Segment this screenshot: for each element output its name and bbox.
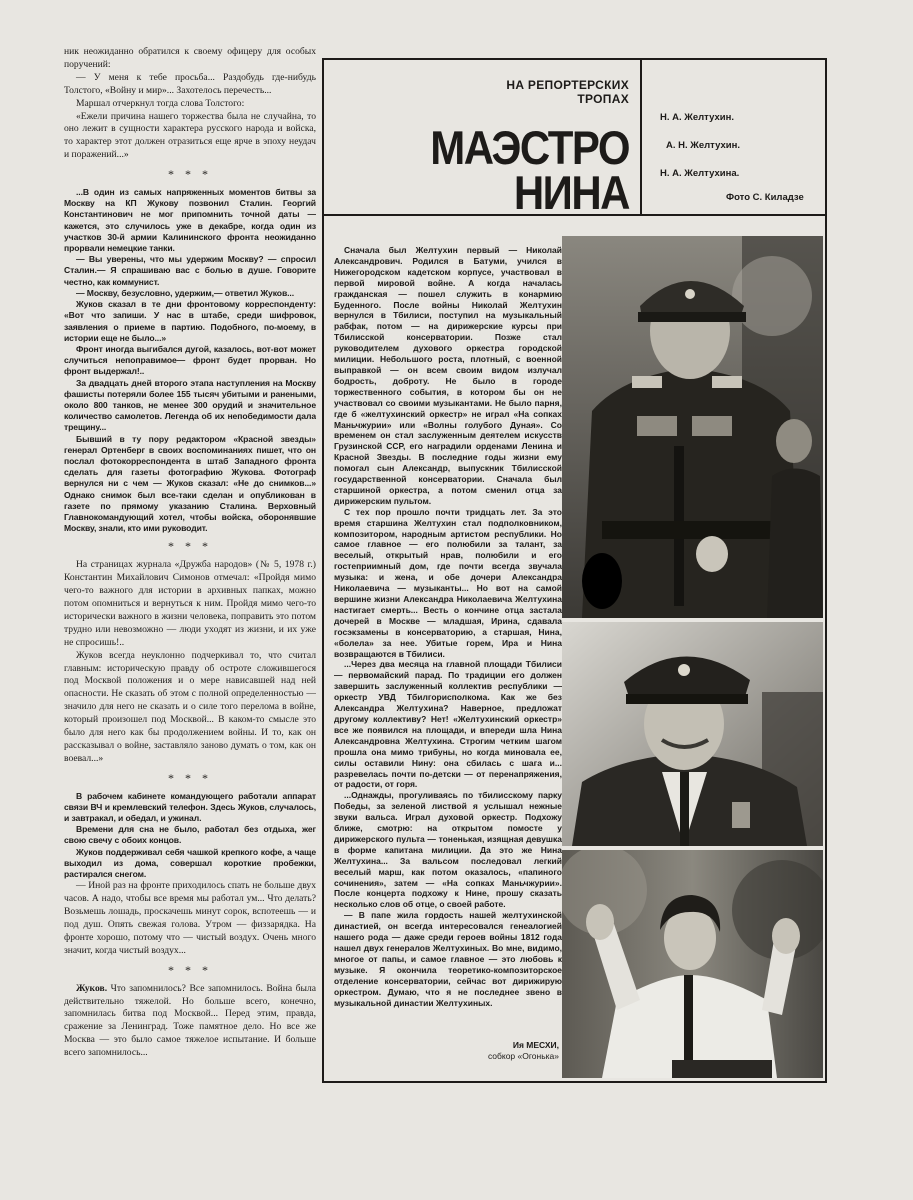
paragraph: Жуков всегда неуклонно подчеркивал то, что считал главным: историческую правду об остроте сложившегося под Москвой положения и о мере нависавшей над ней опасности. Не сказать об этом с полной определенностью — значило для него не сказать и о силе того перелома в войне, который произошел под Москвой... В каком-то смысле это было для него как бы продолжением войны. И то, как он рассказывал о войне, заставляло заново думать о том, как он воевал...» [64,649,316,764]
article-header [324,60,825,219]
moscow-battle-block [64,187,316,534]
paragraph: В рабочем кабинете командующего работали аппарат связи ВЧ и кремлевский телефон. Здесь Жуков, случалось, и завтракал, и обедал, и ужинал. [64,790,316,824]
paragraph: ...Через два месяца на главной площади Тбилиси — первомайский парад. По традиции его должен завершить заслуженный коллектив республики — оркестр УВД Тбилгорисполкома. Как же без Александра Желтухина? Наверное, предложат другому коллективу? Нет! «Желтухинский оркестр» все же появился на площади, и впереди шла Нина Александровна Желтухина. Строгим четким шагом прошла она мимо трибуны, но когда миновала ее, силы оставили Нину: она сбилась с шага и... разревелась почти по-детски — от перенапряжения, от радости, от горя. [334,659,562,790]
section-separator: * * * [168,770,212,785]
paragraph: — У меня к тебе просьба... Раздобудь где-нибудь Толстого, «Войну и мир»... Захотелось перечесть... [64,71,316,96]
paragraph: — Вы уверены, что мы удержим Москву? — спросил Сталин.— Я спрашиваю вас с болью в душе. Говорите честно, как коммунист. [64,254,316,287]
photo-general-illustration [562,236,823,618]
paragraph: ник неожиданно обратился к своему офицеру для особых поручений: [64,46,316,70]
quote-text: Что запомнилось? Все запомнилось. Война была действительно тяжелой. Но больше всего, конечно, запомнилась битва под Москвой... Перед этим, правда, сражение за Ленинград. Тоже памятное дело. Но все же Москва — это было самое тяжелое испытание. И больше всего запомнилось... [64,982,316,1059]
paragraph: Маршал отчеркнул тогда слова Толстого: [76,97,245,109]
author-role: собкор «Огонька» [487,1051,559,1061]
paragraph [64,983,316,1060]
paragraph: Жуков сказал в те дни фронтовому корреспонденту: «Вот что запиши. У нас в штабе, среди шифровок, заявления о приеме в партию. Подобного, по-моему, в истории еще не было...» [64,299,316,343]
photo-credit: Фото С. Киладзе [726,192,804,203]
simonov-block [64,559,316,766]
rubric-line: ТРОПАХ [577,92,629,106]
header-divider [640,60,642,214]
article-body [334,245,562,1080]
paragraph: — В папе жила гордость нашей желтухинской династией, он всегда интересовался генеалогией нашего рода — даже среди героев войны 1812 года нашел двух генералов Желтухиных. Во мне, видимо, многое от папы, и самое главное — это любовь к музыке. Я окончила теоретико-композиторское отделение консерватории, сейчас вот дирижирую оркестром. Думаю, что я не последнее звено в музыкальной династии Желтухиных. [334,910,562,1008]
section-separator: * * * [168,962,212,977]
photo-conductor [562,850,823,1078]
photo-general [562,236,823,618]
paragraph: На страницах журнала «Дружба народов» (№ 5, 1978 г.) Константин Михайлович Симонов отмечал: «Пройдя мимо чего-то важного для истории в архивных папках, можно потом опомниться и вернуться к ним. Пройдя мимо чего-то исторически важного в жизни человека, поправить это потом трудно или невозможно — люди уходят из жизни, и их уже не спросишь!.. [64,559,316,648]
photo-officer [562,622,823,846]
photo-conductor-illustration [562,850,823,1078]
paragraph: «Ежели причина нашего торжества была не случайна, то оно лежит в сущности характера русского народа и войска, то характер этот должен отразиться еще ярче в эпоху неудач и поражений...» [64,110,316,161]
article-frame [322,58,827,1083]
title-line: НИНА [513,166,629,219]
article-title [384,121,629,219]
photo-officer-illustration [562,622,823,846]
author-signature [444,1040,559,1062]
section-separator: * * * [168,167,212,182]
paragraph: Времени для сна не было, работал без отдыха, жег свою свечу с обоих концов. [64,824,316,846]
paragraph: С тех пор прошло почти тридцать лет. За это время старшина Желтухин стал подполковником, композитором, народным артистом республики. Но самое главное — его полюбили за талант, за веселый, открытый нрав, полюбили и его гостеприимный дом, где почти всегда звучала музыка: и жена, и обе дочери Александра Николаевича — музыканты... Но вот на самой вершине жизни Александра Николаевича Желтухина настигает смерть... Весть о кончине отца застала дочерей в Москве — младшая, Ирина, сдавала госэкзамены в консерваторию, а старшая, Нина, «болела» за нее. Убитые горем, Ира и Нина возвращаются в Тбилиси. [334,506,562,659]
title-line: МАЭСТРО [430,121,629,175]
rubric-line: НА РЕПОРТЕРСКИХ [506,78,629,92]
paragraph: Сначала был Желтухин первый — Николай Александрович. Родился в Батуми, учился в Нижегородском кадетском корпусе, участвовал в первой мировой войне. А когда началась гражданская — пошел служить в конармию Буденного. После войны Николай Желтухин вернулся в Тбилиси, поступил на музыкальный рабфак, потом — на дирижерские курсы при Тбилисской консерватории. Позже стал руководителем духового оркестра городской милиции. Небольшого роста, плотный, с военной выправкой — он всем своим видом излучал бодрость, доброту. Не было в городе торжественного события, в котором бы он не участвовал со своими музыкантами. Не было парня, где б «желтухинский оркестр» не играл «На сопках Маньчжурии» или «Волны голубого Дуная». Со временем он стал заслуженным деятелем искусств Грузинской ССР, его наградили орденами Ленина и Красной Звезды. В последние годы жизни ему помогал сын Александр, выпускник Тбилисской государственной консерватории. Сначала был старшиной оркестра, а потом сменил отца за дирижерским пультом. [334,245,562,506]
paragraph: — Москву, безусловно, удержим,— ответил Жуков... [76,287,295,298]
paragraph: Фронт иногда выгибался дугой, казалось, вот-вот может случиться непоправимое— фронт будет прорван. Но фронт выдержал!.. [64,343,316,377]
caption-1: Н. А. Желтухин. [660,112,734,123]
office-block [64,791,316,958]
speaker-name: Жуков. [76,982,108,994]
intro-block [64,46,316,162]
section-separator: * * * [168,539,212,554]
zhukov-quote-block [64,983,316,1060]
rubric [469,78,629,106]
paragraph: ...Однажды, прогуливаясь по тбилисскому парку Победы, за зеленой листвой я услышал нежные звуки вальса. Играл духовой оркестр. Подхожу ближе, смотрю: на открытом помосте у дирижерского пульта — тоненькая, изящная девушка в форме капитана милиции. Да это же Нина Желтухина... За вальсом последовал легкий веселый марш, как потом оказалось, «папиного сочинения», затем — «На сопках Маньчжурии». После концерта подхожу к Нине, прошу сказать несколько слов об отце, о своей работе. [334,790,562,910]
paragraph: — Иной раз на фронте приходилось спать не больше двух часов. А надо, чтобы все время мы работал ум... Что делать? Возьмешь лошадь, проскачешь минут сорок, вспотеешь — и под душ. Опять свежая голова. Утром — физзарядка. На фронте хорошо, потому что — чистый воздух. Очень много значит, когда чистый воздух... [64,880,316,956]
paragraph: ...В один из самых напряженных моментов битвы за Москву на КП Жукову позвонил Сталин. Георгий Константинович не мог припомнить точной даты — кажется, это случилось уже в декабре, когда один из участков 30-й армии Калининского фронта неожиданно прорвали немецкие танки. [64,187,316,254]
caption-3: Н. А. Желтухина. [660,168,740,179]
paragraph: Бывший в ту пору редактором «Красной звезды» генерал Ортенберг в своих воспоминаниях пишет, что он послал фотокорреспондента в штаб Западного фронта сделать для газеты фотографию Жукова. Фотограф вернулся ни с чем — Жуков сказал: «Не до снимков...» Однако снимок был все-таки сделан и опубликован в газете по прямому указанию Сталина. Верховный Главнокомандующий хотел, чтобы войска, оборонявшие Москву, знали, кто ими руководит. [64,433,316,534]
paragraph: Жуков поддерживал себя чашкой крепкого кофе, а чаще выходил из дома, совершал короткие пробежки, растирался снегом. [64,846,316,880]
left-column [64,46,316,1126]
paragraph: За двадцать дней второго этапа наступления на Москву фашисты потеряли более 155 тысяч убитыми и ранеными, около 800 танков, не менее 300 орудий и значительное количество самолетов. Легенда об их непобедимости дала трещину... [64,377,316,433]
caption-2: А. Н. Желтухин. [666,140,740,151]
author-name: Ия МЕСХИ, [512,1040,559,1050]
